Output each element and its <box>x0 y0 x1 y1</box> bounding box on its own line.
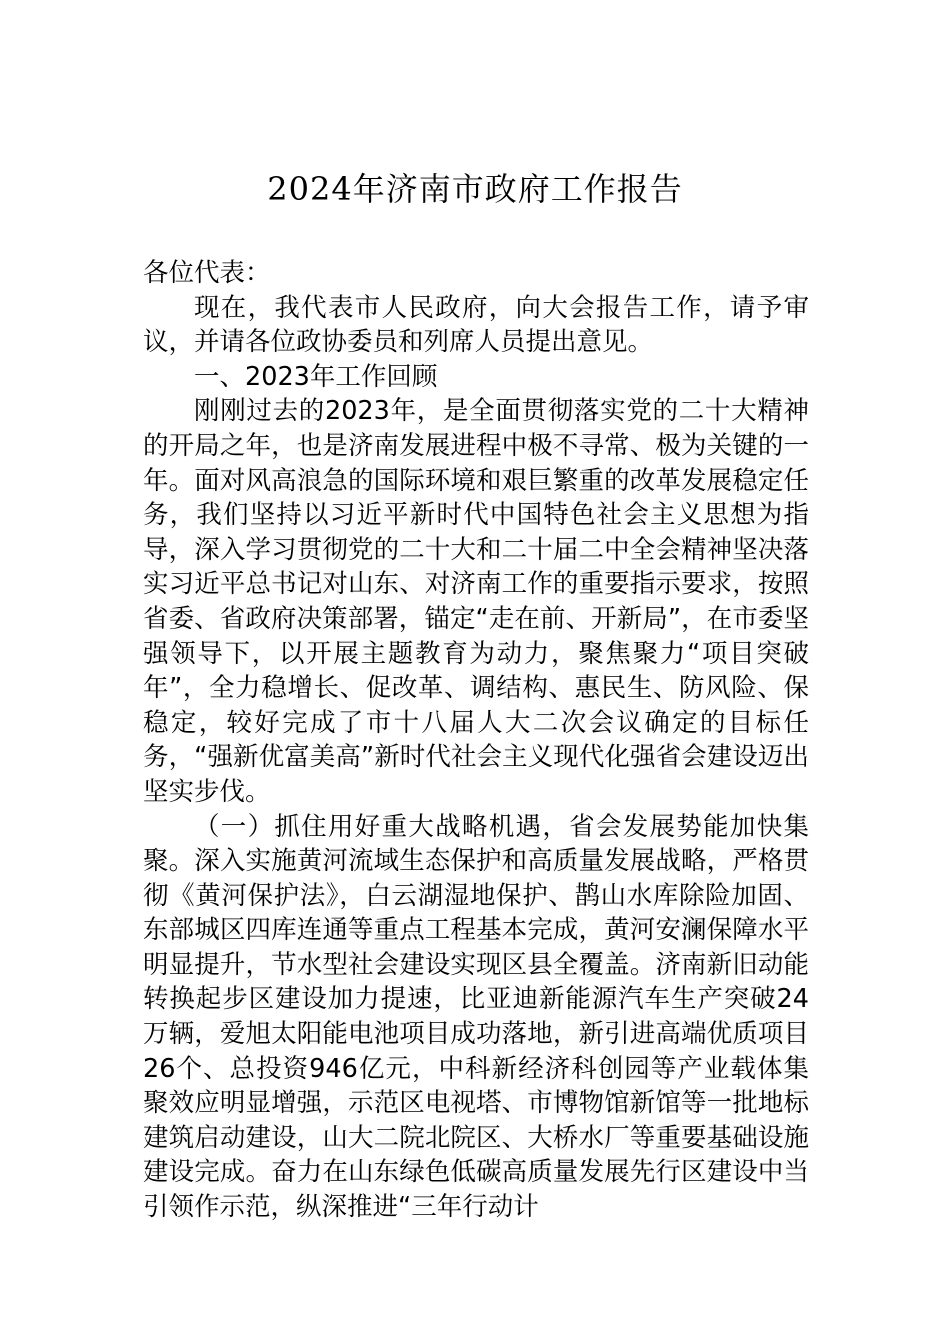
section-heading: 一、2023年工作回顾 <box>194 361 438 392</box>
salutation: 各位代表： <box>143 258 271 288</box>
paragraph-strategy: （一）抓住用好重大战略机遇，省会发展势能加快集聚。深入实施黄河流域生态保护和高质量发展战略，严格贯彻《黄河保护法》，白云湖湿地保护、鹊山水库除险加固、东部城区四库连通等重点工程基本完成，黄河安澜保障水平明显提升，节水型社会建设实现区县全覆盖。济南新旧动能转换起步区建设加力提速，比亚迪新能源汽车生产突破24万辆，爱旭太阳能电池项目成功落地，新引进高端优质项目26个、总投资946亿元，中科新经济科创园等产业载体集聚效应明显增强，示范区电视塔、市博物馆新馆等一批地标建筑启动建设，山大二院北院区、大桥水厂等重要基础设施建设完成。奋力在山东绿色低碳高质量发展先行区建设中当引领作示范，纵深推进“三年行动计 <box>143 811 809 1223</box>
document-body <box>143 256 809 1225</box>
paragraph-intro: 现在，我代表市人民政府，向大会报告工作，请予审议，并请各位政协委员和列席人员提出意见。 <box>143 292 809 358</box>
document-title: 2024年济南市政府工作报告 <box>267 170 683 208</box>
paragraph-review: 刚刚过去的2023年，是全面贯彻落实党的二十大精神的开局之年，也是济南发展进程中极不寻常、极为关键的一年。面对风高浪急的国际环境和艰巨繁重的改革发展稳定任务，我们坚持以习近平新时代中国特色社会主义思想为指导，深入学习贯彻党的二十大和二十届二中全会精神坚决落实习近平总书记对山东、对济南工作的重要指示要求，按照省委、省政府决策部署，锚定“走在前、开新局”，在市委坚强领导下，以开展主题教育为动力，聚焦聚力“项目突破年”，全力稳增长、促改革、调结构、惠民生、防风险、保稳定，较好完成了市十八届人大二次会议确定的目标任务，“强新优富美高”新时代社会主义现代化强省会建设迈出坚实步伐。 <box>143 396 809 807</box>
